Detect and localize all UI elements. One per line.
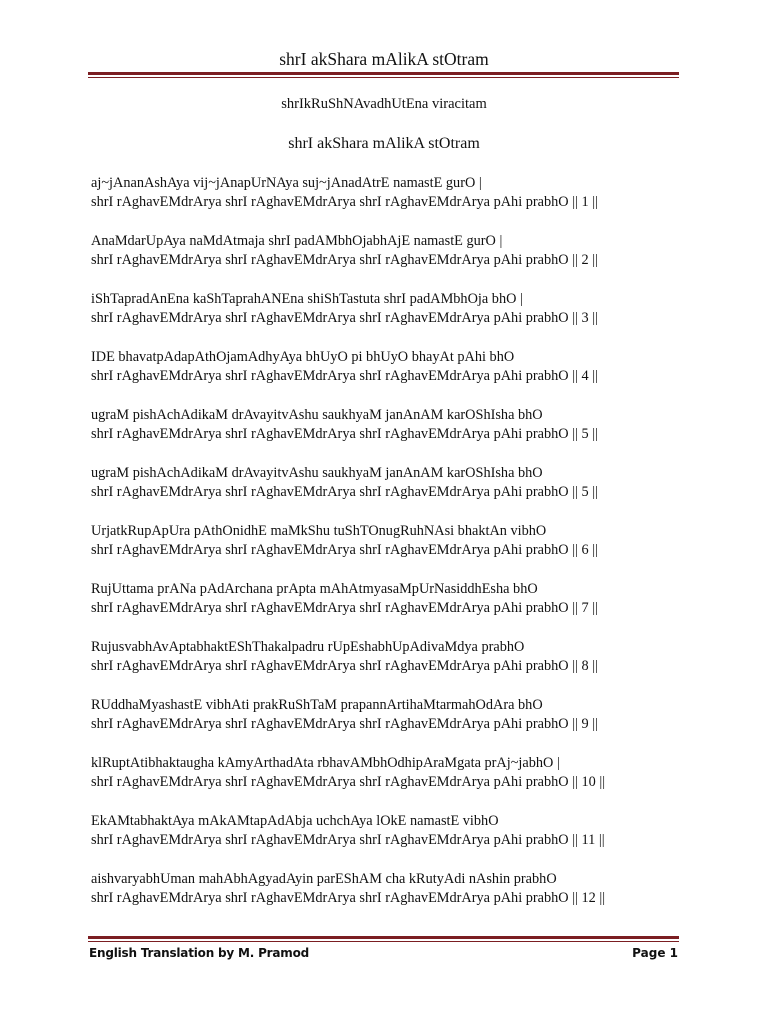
verse-text-line: RujusvabhAvAptabhaktEShThakalpadru rUpEshabhUpAdivaMdya prabhO bbox=[91, 639, 525, 655]
translator-credit: English Translation by M. Pramod bbox=[89, 946, 310, 960]
verse-text-line: RUddhaMyashastE vibhAti prakRuShTaM prapannArtihaMtarmahOdAra bhO bbox=[91, 697, 543, 713]
verse-3 bbox=[91, 290, 691, 348]
verse-text-line: aj~jAnanAshAya vij~jAnapUrNAya suj~jAnadAtrE namastE gurO | bbox=[91, 175, 482, 191]
verse-refrain-line: shrI rAghavEMdrArya shrI rAghavEMdrArya shrI rAghavEMdrArya pAhi prabhO || 4 || bbox=[91, 368, 598, 384]
author-byline: shrIkRuShNAvadhUtEna viracitam bbox=[281, 96, 487, 112]
verse-4 bbox=[91, 348, 691, 406]
verse-5-repeat bbox=[91, 464, 691, 522]
verse-refrain-line: shrI rAghavEMdrArya shrI rAghavEMdrArya shrI rAghavEMdrArya pAhi prabhO || 11 || bbox=[91, 832, 605, 848]
verse-refrain-line: shrI rAghavEMdrArya shrI rAghavEMdrArya shrI rAghavEMdrArya pAhi prabhO || 12 || bbox=[91, 890, 606, 906]
verse-text-line: IDE bhavatpAdapAthOjamAdhyAya bhUyO pi bhUyO bhayAt pAhi bhO bbox=[91, 349, 515, 365]
verse-refrain-line: shrI rAghavEMdrArya shrI rAghavEMdrArya shrI rAghavEMdrArya pAhi prabhO || 1 || bbox=[91, 194, 598, 210]
verse-refrain-line: shrI rAghavEMdrArya shrI rAghavEMdrArya shrI rAghavEMdrArya pAhi prabhO || 8 || bbox=[91, 658, 598, 674]
verse-7 bbox=[91, 580, 691, 638]
verse-text-line: ugraM pishAchAdikaM drAvayitvAshu saukhyaM janAnAM karOShIsha bhO bbox=[91, 407, 543, 423]
verse-1 bbox=[91, 174, 691, 232]
verse-text-line: RujUttama prANa pAdArchana prApta mAhAtmyasaMpUrNasiddhEsha bhO bbox=[91, 581, 538, 597]
verse-refrain-line: shrI rAghavEMdrArya shrI rAghavEMdrArya shrI rAghavEMdrArya pAhi prabhO || 3 || bbox=[91, 310, 598, 326]
header-rule-thick bbox=[88, 72, 679, 75]
verse-refrain-line: shrI rAghavEMdrArya shrI rAghavEMdrArya shrI rAghavEMdrArya pAhi prabhO || 6 || bbox=[91, 542, 598, 558]
verse-text-line: UrjatkRupApUra pAthOnidhE maMkShu tuShTOnugRuhNAsi bhaktAn vibhO bbox=[91, 523, 547, 539]
footer-rule-thin bbox=[88, 941, 679, 942]
verse-refrain-line: shrI rAghavEMdrArya shrI rAghavEMdrArya shrI rAghavEMdrArya pAhi prabhO || 7 || bbox=[91, 600, 598, 616]
footer-rule-thick bbox=[88, 936, 679, 939]
verse-text-line: aishvaryabhUman mahAbhAgyadAyin parEShAM cha kRutyAdi nAshin prabhO bbox=[91, 871, 557, 887]
verse-refrain-line: shrI rAghavEMdrArya shrI rAghavEMdrArya shrI rAghavEMdrArya pAhi prabhO || 9 || bbox=[91, 716, 598, 732]
verse-text-line: EkAMtabhaktAya mAkAMtapAdAbja uchchAya lOkE namastE vibhO bbox=[91, 813, 499, 829]
verse-6 bbox=[91, 522, 691, 580]
verse-text-line: AnaMdarUpAya naMdAtmaja shrI padAMbhOjabhAjE namastE gurO | bbox=[91, 233, 503, 249]
verse-10 bbox=[91, 754, 691, 812]
document-title: shrI akShara mAlikA stOtram bbox=[288, 135, 480, 152]
page-number: Page 1 bbox=[632, 946, 678, 960]
verse-refrain-line: shrI rAghavEMdrArya shrI rAghavEMdrArya shrI rAghavEMdrArya pAhi prabhO || 2 || bbox=[91, 252, 598, 268]
verse-refrain-line: shrI rAghavEMdrArya shrI rAghavEMdrArya shrI rAghavEMdrArya pAhi prabhO || 10 || bbox=[91, 774, 606, 790]
page-header-title: shrI akShara mAlikA stOtram bbox=[279, 49, 489, 69]
verse-text-line: iShTapradAnEna kaShTaprahANEna shiShTastuta shrI padAMbhOja bhO | bbox=[91, 291, 523, 307]
verse-11 bbox=[91, 812, 691, 870]
verse-text-line: klRuptAtibhaktaugha kAmyArthadAta rbhavAMbhOdhipAraMgata prAj~jabhO | bbox=[91, 755, 560, 771]
verse-8 bbox=[91, 638, 691, 696]
verse-refrain-line: shrI rAghavEMdrArya shrI rAghavEMdrArya shrI rAghavEMdrArya pAhi prabhO || 5 || bbox=[91, 484, 598, 500]
verse-2 bbox=[91, 232, 691, 290]
header-rule-thin bbox=[88, 77, 679, 78]
verse-12 bbox=[91, 870, 691, 928]
verse-refrain-line: shrI rAghavEMdrArya shrI rAghavEMdrArya shrI rAghavEMdrArya pAhi prabhO || 5 || bbox=[91, 426, 598, 442]
verse-list bbox=[91, 174, 691, 928]
verse-5 bbox=[91, 406, 691, 464]
verse-9 bbox=[91, 696, 691, 754]
verse-text-line: ugraM pishAchAdikaM drAvayitvAshu saukhyaM janAnAM karOShIsha bhO bbox=[91, 465, 543, 481]
